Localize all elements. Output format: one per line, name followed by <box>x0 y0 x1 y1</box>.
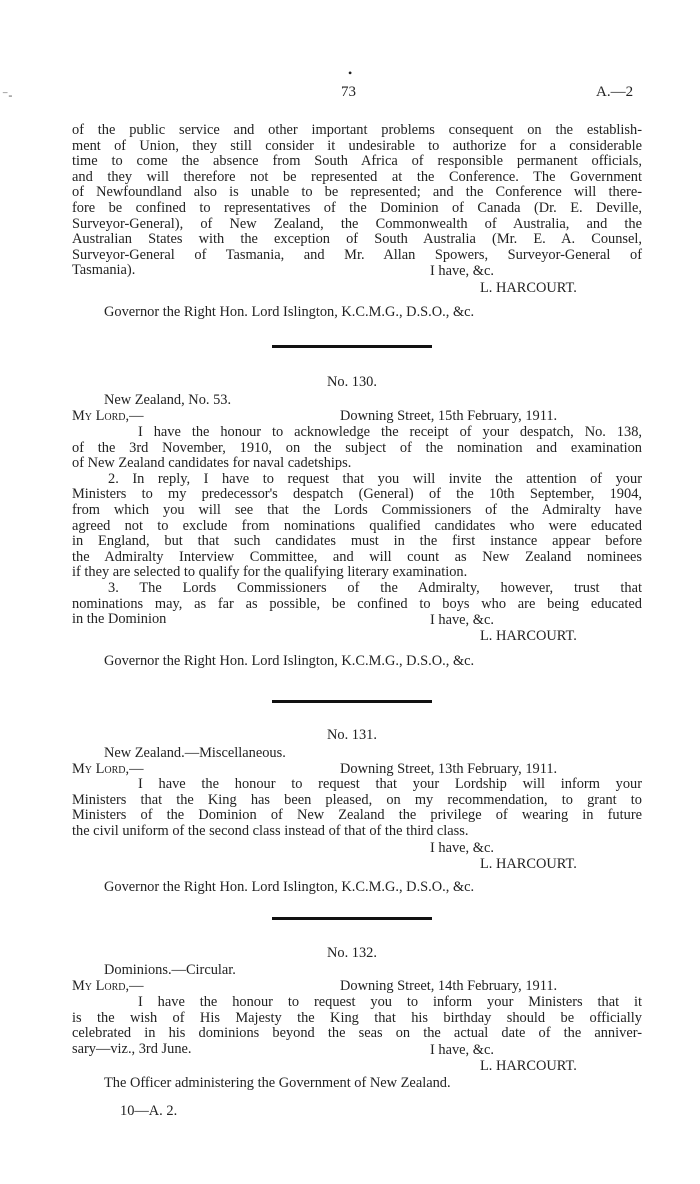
text-line: I have the honour to acknowledge the receipt of your despatch, No. 138, <box>138 424 642 440</box>
text-line: of Newfoundland also is unable to be represented; and the Conference will there- <box>72 184 642 201</box>
text-line: the civil uniform of the second class instead of that of the third class. <box>72 822 469 839</box>
page-number: 73 <box>341 84 356 100</box>
text-line: time to come the absence from South Africa of responsible permanent officials, <box>72 153 642 170</box>
text-line: Ministers to my predecessor's despatch (General) of the 10th September, 1904, <box>72 486 642 503</box>
text-line: sary—viz., 3rd June. <box>72 1040 192 1057</box>
text-line: and they will therefore not be represented at the Conference. The Government <box>72 168 642 185</box>
place-date: Downing Street, 15th February, 1911. <box>340 408 558 424</box>
text-line: the Admiralty Interview Committee, and will count as New Zealand nominees <box>72 548 642 565</box>
addressee: Governor the Right Hon. Lord Islington, K.C.M.G., D.S.O., &c. <box>104 879 475 895</box>
text-line: 3. The Lords Commissioners of the Admiralty, however, trust that <box>108 579 642 596</box>
document-reference: A.—2 <box>596 84 634 100</box>
text-line: Ministers of the Dominion of New Zealand the privilege of wearing in future <box>72 807 642 824</box>
closing: I have, &c. <box>430 263 494 279</box>
text-line: nominations may, as far as possible, be confined to boys who are being educated <box>72 595 642 612</box>
addressee: Governor the Right Hon. Lord Islington, K.C.M.G., D.S.O., &c. <box>104 304 475 320</box>
text-line: Ministers that the King has been pleased, on my recommendation, to grant to <box>72 791 642 808</box>
closing: I have, &c. <box>430 1042 494 1058</box>
salutation: My Lord,— <box>72 761 144 777</box>
addressee: The Officer administering the Government of New Zealand. <box>104 1075 451 1091</box>
place-date: Downing Street, 14th February, 1911. <box>340 978 558 994</box>
text-line: in England, but that such candidates must in the first instance appear before <box>72 533 642 550</box>
text-line: I have the honour to request you to inform your Ministers that it <box>138 994 642 1010</box>
text-line: is the wish of His Majesty the King that his birthday should be officially <box>72 1009 642 1026</box>
letter-body <box>72 777 642 839</box>
letter-number: No. 131. <box>327 727 377 743</box>
letter-number: No. 130. <box>327 374 377 390</box>
header-dot: • <box>348 66 353 80</box>
continuation-paragraph <box>72 123 642 279</box>
text-line: celebrated in his dominions beyond the seas on the actual date of the anniver- <box>72 1025 642 1042</box>
closing: I have, &c. <box>430 840 494 856</box>
text-line: I have the honour to request that your Lordship will inform your <box>138 776 642 792</box>
letter-reference: New Zealand, No. 53. <box>104 392 232 408</box>
salutation: My Lord,— <box>72 408 144 424</box>
section-divider <box>272 917 432 920</box>
letter-body <box>72 995 642 1057</box>
text-line: Surveyor-General), of New Zealand, the Commonwealth of Australia, and the <box>72 215 642 232</box>
text-line: Tasmania). <box>72 262 136 279</box>
printer-signature-mark: 10—A. 2. <box>120 1103 178 1119</box>
text-line: of New Zealand candidates for naval cadetships. <box>72 455 352 472</box>
addressee: Governor the Right Hon. Lord Islington, K.C.M.G., D.S.O., &c. <box>104 653 475 669</box>
letter-reference: Dominions.—Circular. <box>104 962 236 978</box>
letter-body <box>72 425 642 628</box>
text-line: in the Dominion <box>72 611 167 628</box>
section-divider <box>272 700 432 703</box>
salutation: My Lord,— <box>72 978 144 994</box>
signature: L. HARCOURT. <box>480 1058 577 1074</box>
text-line: ment of Union, they still consider it undesirable to authorize for a considerable <box>72 137 642 154</box>
text-line: fore be confined to representatives of the Dominion of Canada (Dr. E. Deville, <box>72 199 642 216</box>
margin-mark: ⁻‐ <box>2 88 13 102</box>
letter-reference: New Zealand.—Miscellaneous. <box>104 745 286 761</box>
text-line: Australian States with the exception of South Australia (Mr. E. A. Counsel, <box>72 231 642 248</box>
text-line: 2. In reply, I have to request that you will invite the attention of your <box>108 470 642 487</box>
text-line: from which you will see that the Lords Commissioners of the Admiralty have <box>72 501 642 518</box>
text-line: of the 3rd November, 1910, on the subject of the nomination and examination <box>72 439 642 456</box>
closing: I have, &c. <box>430 612 494 628</box>
signature: L. HARCOURT. <box>480 856 577 872</box>
signature: L. HARCOURT. <box>480 280 577 296</box>
text-line: agreed not to exclude from nominations qualified candidates who were educated <box>72 517 642 534</box>
text-line: Surveyor-General of Tasmania, and Mr. Allan Spowers, Surveyor-General of <box>72 246 642 263</box>
signature: L. HARCOURT. <box>480 628 577 644</box>
text-line: of the public service and other important problems consequent on the establish- <box>72 122 642 138</box>
place-date: Downing Street, 13th February, 1911. <box>340 761 558 777</box>
letter-number: No. 132. <box>327 945 377 961</box>
section-divider <box>272 345 432 348</box>
text-line: if they are selected to qualify for the qualifying literary examination. <box>72 564 468 581</box>
